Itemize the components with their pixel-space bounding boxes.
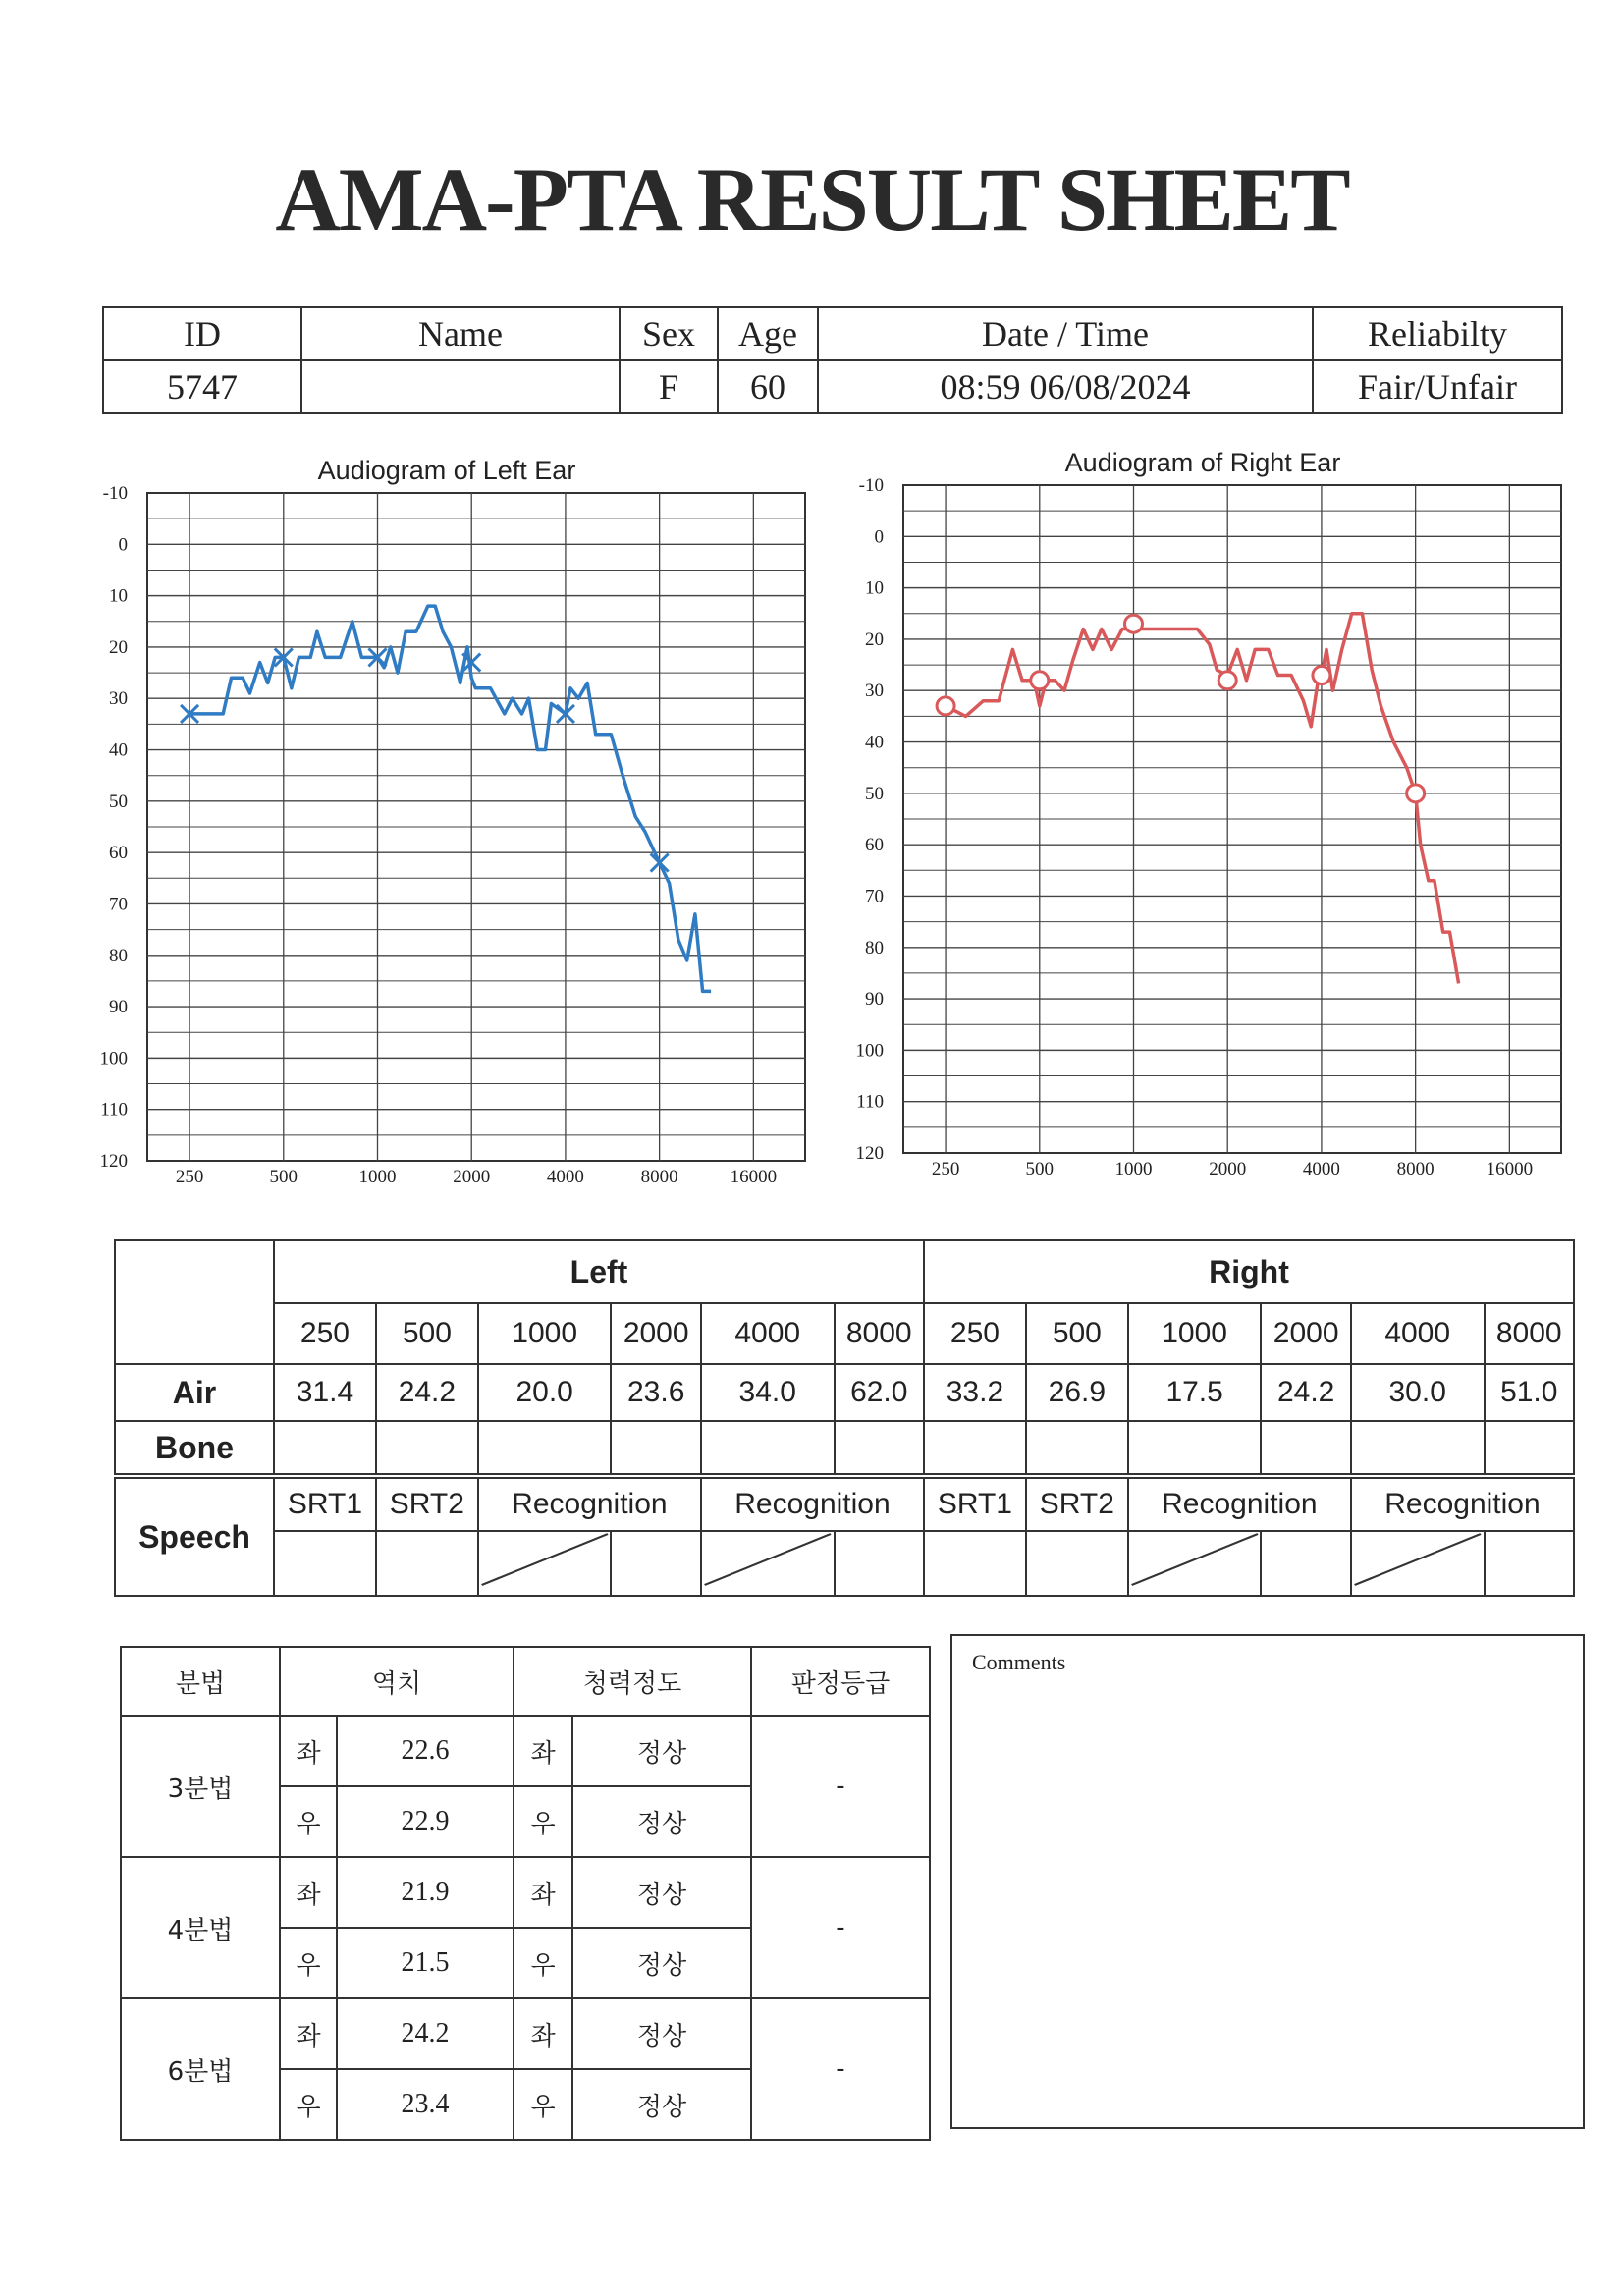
right-audiogram-x-tick-label: 8000 xyxy=(1396,1159,1435,1179)
sex-label: Sex xyxy=(620,307,718,360)
side-label: 좌 xyxy=(514,1857,572,1928)
method-name: 6분법 xyxy=(121,1998,280,2140)
threshold-value: 21.5 xyxy=(337,1928,514,1998)
threshold-value: 21.9 xyxy=(337,1857,514,1928)
right-audiogram-y-tick-label: 40 xyxy=(865,732,884,753)
left-audiogram-y-tick-label: 120 xyxy=(99,1151,128,1172)
air-row-label: Air xyxy=(115,1364,274,1421)
air-right-value: 51.0 xyxy=(1485,1364,1574,1421)
method-header: 분법 xyxy=(121,1647,280,1716)
air-left-value: 20.0 xyxy=(478,1364,612,1421)
air-right-value: 17.5 xyxy=(1128,1364,1262,1421)
right-audiogram-marker-o xyxy=(1218,672,1236,689)
right-audiogram-x-tick-label: 1000 xyxy=(1114,1159,1153,1179)
srt2-right-header: SRT2 xyxy=(1026,1476,1128,1531)
recognition-cell xyxy=(1485,1531,1574,1596)
right-audiogram-marker-o xyxy=(1407,785,1425,802)
speech-row-label: Speech xyxy=(115,1476,274,1596)
freq-header: 1000 xyxy=(1128,1303,1262,1364)
air-left-value: 34.0 xyxy=(701,1364,835,1421)
right-group-header: Right xyxy=(924,1240,1574,1303)
bone-cell xyxy=(611,1421,700,1476)
right-ear-audiogram xyxy=(844,434,1591,1180)
name-label: Name xyxy=(301,307,620,360)
side-label: 우 xyxy=(280,1928,337,1998)
grade-value: - xyxy=(751,1998,930,2140)
right-audiogram-marker-o xyxy=(1125,615,1143,632)
srt1-left-header: SRT1 xyxy=(274,1476,376,1531)
bone-cell xyxy=(1351,1421,1485,1476)
recognition-cell xyxy=(611,1531,700,1596)
right-audiogram-marker-o xyxy=(1031,672,1049,689)
freq-header: 8000 xyxy=(835,1303,924,1364)
right-audiogram-marker-o xyxy=(1313,667,1330,684)
left-audiogram-x-tick-label: 500 xyxy=(269,1167,298,1187)
grading-table xyxy=(120,1646,931,2141)
srt1-left-cell xyxy=(274,1531,376,1596)
right-audiogram-y-tick-label: 30 xyxy=(865,681,884,702)
recognition-slash-cell xyxy=(1128,1531,1262,1596)
side-label: 우 xyxy=(280,2069,337,2140)
hearing-level-header: 청력정도 xyxy=(514,1647,751,1716)
left-audiogram-y-tick-label: 80 xyxy=(109,945,128,966)
right-audiogram-marker-o xyxy=(937,697,954,715)
right-audiogram-y-tick-label: 110 xyxy=(856,1091,884,1113)
freq-header: 250 xyxy=(924,1303,1026,1364)
sex-value: F xyxy=(620,360,718,413)
right-audiogram-y-tick-label: 60 xyxy=(865,835,884,856)
threshold-value: 23.4 xyxy=(337,2069,514,2140)
method-name: 3분법 xyxy=(121,1716,280,1857)
patient-info-table xyxy=(102,306,1563,414)
method-name: 4분법 xyxy=(121,1857,280,1998)
bone-cell xyxy=(701,1421,835,1476)
age-label: Age xyxy=(718,307,818,360)
air-right-value: 33.2 xyxy=(924,1364,1026,1421)
left-audiogram-y-tick-label: 40 xyxy=(109,739,128,761)
right-audiogram-x-tick-label: 500 xyxy=(1025,1159,1055,1179)
air-left-value: 24.2 xyxy=(376,1364,478,1421)
air-right-value: 24.2 xyxy=(1261,1364,1350,1421)
age-value: 60 xyxy=(718,360,818,413)
bone-cell xyxy=(835,1421,924,1476)
right-audiogram-y-tick-label: 50 xyxy=(865,783,884,804)
srt2-right-cell xyxy=(1026,1531,1128,1596)
srt2-left-cell xyxy=(376,1531,478,1596)
right-audiogram-series-line xyxy=(946,614,1459,984)
side-label: 좌 xyxy=(280,1857,337,1928)
comments-box[interactable] xyxy=(950,1634,1585,2129)
freq-header: 4000 xyxy=(701,1303,835,1364)
freq-header: 2000 xyxy=(611,1303,700,1364)
srt2-left-header: SRT2 xyxy=(376,1476,478,1531)
id-value: 5747 xyxy=(103,360,301,413)
left-audiogram-y-tick-label: 20 xyxy=(109,636,128,658)
left-audiogram-y-tick-label: 90 xyxy=(109,997,128,1018)
bone-cell xyxy=(1026,1421,1128,1476)
side-label: 우 xyxy=(514,2069,572,2140)
side-label: 우 xyxy=(514,1786,572,1857)
side-label: 좌 xyxy=(514,1998,572,2069)
hearing-level: 정상 xyxy=(572,1786,751,1857)
left-audiogram-x-tick-label: 8000 xyxy=(640,1167,678,1187)
left-audiogram-y-tick-label: 70 xyxy=(109,894,128,915)
right-audiogram-y-tick-label: 70 xyxy=(865,886,884,907)
recognition-right-header: Recognition xyxy=(1128,1476,1351,1531)
hearing-level: 정상 xyxy=(572,1716,751,1786)
side-label: 좌 xyxy=(280,1998,337,2069)
bone-row-label: Bone xyxy=(115,1421,274,1476)
air-right-value: 26.9 xyxy=(1026,1364,1128,1421)
hearing-level: 정상 xyxy=(572,2069,751,2140)
recognition-cell xyxy=(835,1531,924,1596)
reliability-value: Fair/Unfair xyxy=(1313,360,1562,413)
left-audiogram-y-tick-label: 30 xyxy=(109,688,128,710)
comments-label: Comments xyxy=(972,1650,1066,1674)
side-label: 우 xyxy=(514,1928,572,1998)
right-audiogram-y-tick-label: 10 xyxy=(865,577,884,599)
side-label: 좌 xyxy=(280,1716,337,1786)
freq-header: 4000 xyxy=(1351,1303,1485,1364)
air-left-value: 23.6 xyxy=(611,1364,700,1421)
left-audiogram-y-tick-label: 100 xyxy=(99,1048,128,1069)
left-audiogram-y-tick-label: -10 xyxy=(102,483,128,504)
left-audiogram-x-tick-label: 250 xyxy=(175,1167,204,1187)
left-group-header: Left xyxy=(274,1240,924,1303)
air-left-value: 62.0 xyxy=(835,1364,924,1421)
grade-value: - xyxy=(751,1857,930,1998)
left-ear-audiogram xyxy=(88,442,835,1188)
hearing-level: 정상 xyxy=(572,1998,751,2069)
air-right-value: 30.0 xyxy=(1351,1364,1485,1421)
air-left-value: 31.4 xyxy=(274,1364,376,1421)
left-audiogram-series-line xyxy=(189,606,711,991)
freq-header: 500 xyxy=(376,1303,478,1364)
srt1-right-cell xyxy=(924,1531,1026,1596)
right-audiogram-y-tick-label: 20 xyxy=(865,629,884,650)
blank-corner xyxy=(115,1240,274,1364)
grade-header: 판정등급 xyxy=(751,1647,930,1716)
slash-mark xyxy=(1129,1532,1261,1587)
right-audiogram-x-tick-label: 4000 xyxy=(1302,1159,1340,1179)
right-audiogram-y-tick-label: 0 xyxy=(874,526,884,548)
hearing-level: 정상 xyxy=(572,1928,751,1998)
left-audiogram-title: Audiogram of Left Ear xyxy=(317,456,576,485)
side-label: 우 xyxy=(280,1786,337,1857)
recognition-slash-cell xyxy=(701,1531,835,1596)
bone-cell xyxy=(1261,1421,1350,1476)
freq-header: 500 xyxy=(1026,1303,1128,1364)
right-audiogram-title: Audiogram of Right Ear xyxy=(1064,448,1341,477)
slash-mark xyxy=(479,1532,611,1587)
right-audiogram-y-tick-label: 120 xyxy=(855,1143,884,1164)
srt1-right-header: SRT1 xyxy=(924,1476,1026,1531)
left-audiogram-y-tick-label: 60 xyxy=(109,843,128,864)
name-value xyxy=(301,360,620,413)
left-audiogram-y-tick-label: 50 xyxy=(109,791,128,812)
results-table xyxy=(114,1239,1575,1597)
recognition-left-header-2: Recognition xyxy=(701,1476,924,1531)
threshold-value: 22.9 xyxy=(337,1786,514,1857)
hearing-level: 정상 xyxy=(572,1857,751,1928)
left-audiogram-x-tick-label: 4000 xyxy=(546,1167,584,1187)
reliability-label: Reliabilty xyxy=(1313,307,1562,360)
left-audiogram-y-tick-label: 10 xyxy=(109,585,128,607)
bone-cell xyxy=(376,1421,478,1476)
freq-header: 2000 xyxy=(1261,1303,1350,1364)
freq-header: 1000 xyxy=(478,1303,612,1364)
threshold-value: 22.6 xyxy=(337,1716,514,1786)
recognition-left-header: Recognition xyxy=(478,1476,701,1531)
bone-cell xyxy=(1485,1421,1574,1476)
bone-cell xyxy=(1128,1421,1262,1476)
left-audiogram-y-tick-label: 110 xyxy=(100,1099,128,1121)
recognition-slash-cell xyxy=(1351,1531,1485,1596)
left-audiogram-x-tick-label: 16000 xyxy=(730,1167,778,1187)
recognition-right-header-2: Recognition xyxy=(1351,1476,1574,1531)
slash-mark xyxy=(702,1532,834,1587)
side-label: 좌 xyxy=(514,1716,572,1786)
bone-cell xyxy=(924,1421,1026,1476)
datetime-value: 08:59 06/08/2024 xyxy=(818,360,1313,413)
freq-header: 8000 xyxy=(1485,1303,1574,1364)
bone-cell xyxy=(274,1421,376,1476)
right-audiogram-y-tick-label: 100 xyxy=(855,1040,884,1062)
right-audiogram-x-tick-label: 250 xyxy=(931,1159,960,1179)
freq-header: 250 xyxy=(274,1303,376,1364)
left-audiogram-x-tick-label: 2000 xyxy=(453,1167,491,1187)
right-audiogram-y-tick-label: 90 xyxy=(865,989,884,1011)
right-audiogram-x-tick-label: 2000 xyxy=(1209,1159,1247,1179)
bone-cell xyxy=(478,1421,612,1476)
threshold-value: 24.2 xyxy=(337,1998,514,2069)
threshold-header: 역치 xyxy=(280,1647,514,1716)
datetime-label: Date / Time xyxy=(818,307,1313,360)
right-audiogram-x-tick-label: 16000 xyxy=(1486,1159,1534,1179)
right-audiogram-y-tick-label: -10 xyxy=(858,475,884,496)
left-audiogram-x-tick-label: 1000 xyxy=(358,1167,397,1187)
id-label: ID xyxy=(103,307,301,360)
slash-mark xyxy=(1352,1532,1484,1587)
left-audiogram-y-tick-label: 0 xyxy=(118,534,128,556)
recognition-slash-cell xyxy=(478,1531,612,1596)
page-title: AMA-PTA RESULT SHEET xyxy=(275,149,1349,249)
recognition-cell xyxy=(1261,1531,1350,1596)
right-audiogram-y-tick-label: 80 xyxy=(865,937,884,958)
grade-value: - xyxy=(751,1716,930,1857)
